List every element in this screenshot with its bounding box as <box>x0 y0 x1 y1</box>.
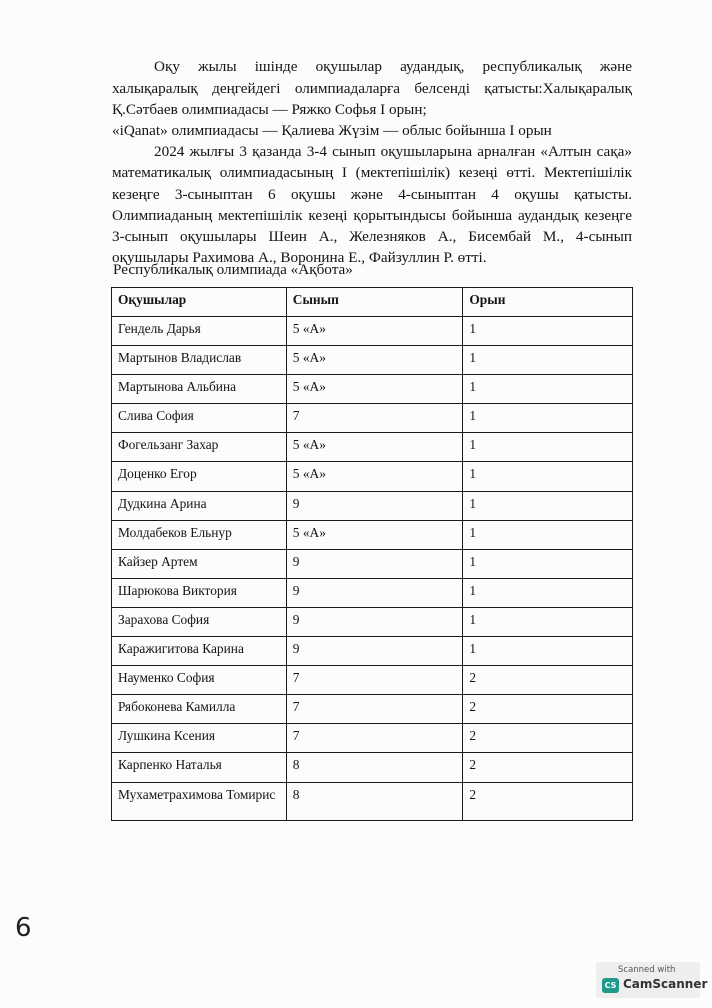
cell-place: 2 <box>463 695 633 724</box>
cell-place: 1 <box>463 578 633 607</box>
table-row <box>112 462 633 491</box>
cell-place: 1 <box>463 607 633 636</box>
paragraph-1-line-4: «iQanat» олимпиадасы — Қалиева Жүзім — облыс бойынша І орын <box>112 122 552 139</box>
paragraph-2-line-4: Олимпиаданың мектепішілік кезеңі қорытындысы бойынша аудандық кезеңге <box>112 207 632 224</box>
header-students: Оқушылар <box>112 288 287 317</box>
table-row <box>112 433 633 462</box>
table-row <box>112 491 633 520</box>
cell-place: 1 <box>463 404 633 433</box>
cell-student-name: Рябоконева Камилла <box>112 695 287 724</box>
paragraph-2-line-5: 3-сынып оқушылары Шеин А., Железняков А., Бисембай М., 4-сынып <box>112 228 632 245</box>
table-row <box>112 782 633 820</box>
cell-grade: 8 <box>286 782 463 820</box>
table-row <box>112 404 633 433</box>
cell-grade: 5 «А» <box>286 346 463 375</box>
cell-grade: 7 <box>286 666 463 695</box>
cell-place: 1 <box>463 462 633 491</box>
paragraph-1-line-1: Оқу жылы ішінде оқушылар аудандық, республикалық және <box>154 58 632 75</box>
table-row <box>112 346 633 375</box>
table-row <box>112 317 633 346</box>
cell-place: 1 <box>463 317 633 346</box>
table-row <box>112 724 633 753</box>
camscanner-watermark <box>596 962 708 998</box>
header-place: Орын <box>463 288 633 317</box>
cell-grade: 9 <box>286 578 463 607</box>
table-row <box>112 666 633 695</box>
cell-place: 1 <box>463 637 633 666</box>
cell-grade: 5 «А» <box>286 317 463 346</box>
cell-student-name: Дудкина Арина <box>112 491 287 520</box>
cell-student-name: Доценко Егор <box>112 462 287 491</box>
table-row <box>112 578 633 607</box>
cell-grade: 7 <box>286 404 463 433</box>
cell-grade: 8 <box>286 753 463 782</box>
table-row <box>112 375 633 404</box>
cell-grade: 9 <box>286 637 463 666</box>
paragraph-2-line-2: математикалық олимпиадасының І (мектепішілік) кезеңі өтті. Мектепішілік <box>112 164 632 181</box>
olympiad-results-table <box>111 287 633 821</box>
cell-place: 1 <box>463 520 633 549</box>
cell-student-name: Зарахова София <box>112 607 287 636</box>
table-row <box>112 637 633 666</box>
cell-student-name: Каражигитова Карина <box>112 637 287 666</box>
cell-student-name: Лушкина Ксения <box>112 724 287 753</box>
paragraph-1-line-2: халықаралық деңгейдегі олимпиадаларға белсенді қатысты:Халықаралық <box>112 80 632 97</box>
cell-student-name: Кайзер Артем <box>112 549 287 578</box>
cell-place: 2 <box>463 724 633 753</box>
camscanner-name: CamScanner <box>623 977 708 991</box>
header-grade: Сынып <box>286 288 463 317</box>
table-row <box>112 549 633 578</box>
cell-student-name: Шарюкова Виктория <box>112 578 287 607</box>
paragraph-2-line-3: кезеңге 3-сыныптан 6 оқушы және 4-сыныптан 4 оқушы қатысты. <box>112 186 632 203</box>
cell-place: 1 <box>463 346 633 375</box>
table-row <box>112 520 633 549</box>
cell-student-name: Карпенко Наталья <box>112 753 287 782</box>
cell-student-name: Мухаметрахимова Томирис <box>112 782 287 820</box>
cell-place: 1 <box>463 491 633 520</box>
cell-grade: 5 «А» <box>286 375 463 404</box>
paragraph-2-line-1: 2024 жылғы 3 қазанда 3-4 сынып оқушыларына арналған «Алтын сақа» <box>154 143 632 160</box>
cell-grade: 5 «А» <box>286 433 463 462</box>
cell-grade: 7 <box>286 724 463 753</box>
paragraph-2-line-6: оқушылары Рахимова А., Воронина Е., Файзуллин Р. өтті. <box>112 249 487 266</box>
cell-place: 1 <box>463 375 633 404</box>
table-row <box>112 607 633 636</box>
cell-place: 1 <box>463 433 633 462</box>
paragraph-1-line-3: Қ.Сәтбаев олимпиадасы — Ряжко Софья І орын; <box>112 101 427 118</box>
cell-place: 1 <box>463 549 633 578</box>
cell-grade: 7 <box>286 695 463 724</box>
cell-grade: 9 <box>286 491 463 520</box>
cell-place: 2 <box>463 782 633 820</box>
cell-grade: 9 <box>286 607 463 636</box>
cell-grade: 5 «А» <box>286 462 463 491</box>
cell-student-name: Гендель Дарья <box>112 317 287 346</box>
cell-student-name: Науменко София <box>112 666 287 695</box>
handwritten-page-number: 6 <box>15 913 32 943</box>
scanned-with-text: Scanned with <box>618 965 676 975</box>
cell-place: 2 <box>463 666 633 695</box>
cell-student-name: Молдабеков Ельнур <box>112 520 287 549</box>
cell-student-name: Мартынов Владислав <box>112 346 287 375</box>
table-row <box>112 753 633 782</box>
table-caption: Республикалық олимпиада «Ақбота» <box>113 261 353 278</box>
cell-student-name: Фогельзанг Захар <box>112 433 287 462</box>
cell-student-name: Мартынова Альбина <box>112 375 287 404</box>
table-row <box>112 695 633 724</box>
table-header-row <box>112 288 633 317</box>
cell-grade: 9 <box>286 549 463 578</box>
cell-place: 2 <box>463 753 633 782</box>
cell-student-name: Слива София <box>112 404 287 433</box>
cell-grade: 5 «А» <box>286 520 463 549</box>
camscanner-logo-icon: CS <box>602 978 619 993</box>
